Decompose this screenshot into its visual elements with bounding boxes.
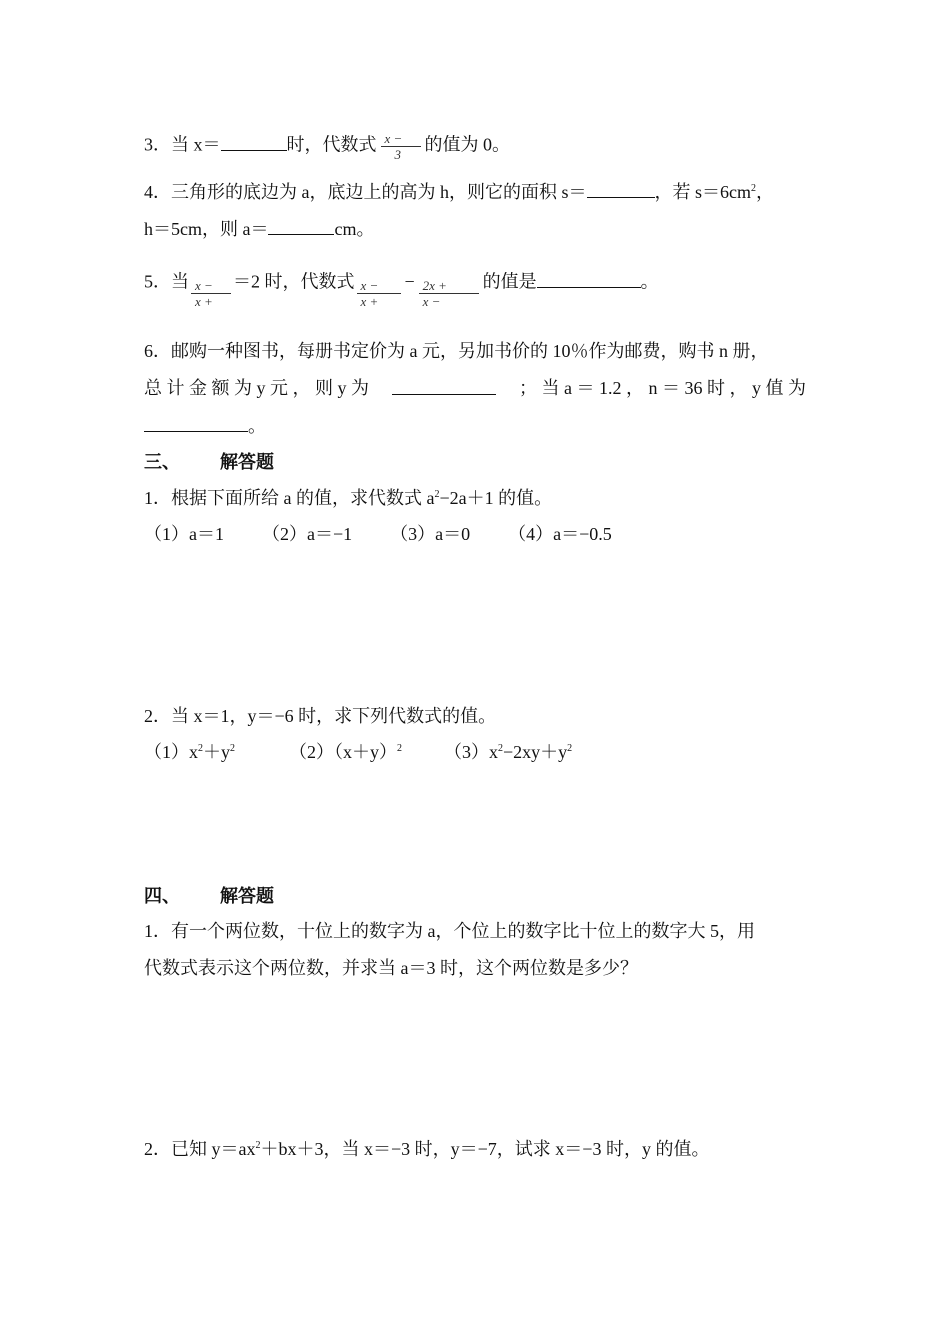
question-6-line-2: 总 计 金 额 为 y 元 ， 则 y 为 ； 当 a ＝ 1.2 ， n ＝ 36 时 ， y 值 为 bbox=[144, 378, 806, 398]
fraction: $\frac{2x +}{x -}$ bbox=[419, 278, 479, 309]
answer-blank[interactable] bbox=[144, 415, 248, 432]
section-4-question-1-line-2: 代数式表示这个两位数，并求当 a＝3 时，这个两位数是多少？ bbox=[144, 958, 638, 978]
answer-blank[interactable] bbox=[587, 181, 655, 198]
question-4-line-2: h＝5cm，则 a＝ cm。 bbox=[144, 219, 375, 239]
section-3-heading: 三、 解答题 bbox=[144, 452, 274, 472]
fraction: $\frac{x -}{x +}$ bbox=[357, 278, 401, 309]
fraction: $\frac{x -}{3}$ bbox=[381, 131, 421, 162]
answer-blank[interactable] bbox=[537, 271, 641, 288]
question-3: 3．当 x＝ 时，代数式 $\frac{x -}{3}$ 的值为 0。 bbox=[144, 131, 510, 162]
question-5: 5．当 $\frac{x -}{x +}$ ＝2 时，代数式 $\frac{x -}{x +}$ − $\frac{2x +}{x -}$ 的值是 。 bbox=[144, 271, 659, 309]
section-4-heading: 四、 解答题 bbox=[144, 886, 274, 906]
answer-blank[interactable] bbox=[221, 134, 287, 151]
section-4-question-2: 2．已知 $y=ax^2+bx+3$，当 x＝−3 时，y＝−7，试求 x＝−3 时，y 的值。 bbox=[144, 1139, 710, 1159]
answer-blank[interactable] bbox=[392, 378, 496, 395]
section-3-question-1: 1．根据下面所给 a 的值，求代数式 $a^2-2a+1$ 的值。 bbox=[144, 488, 553, 508]
section-4-question-1-line-1: 1．有一个两位数，十位上的数字为 a，个位上的数字比十位上的数字大 5，用 bbox=[144, 921, 755, 941]
section-3-question-2: 2．当 x＝1，y＝−6 时，求下列代数式的值。 bbox=[144, 706, 497, 726]
fraction: $\frac{x -}{x +}$ bbox=[191, 278, 231, 309]
question-4-line-1: 4．三角形的底边为 a，底边上的高为 h，则它的面积 s＝ ，若 $s=6cm^2$， bbox=[144, 182, 774, 202]
answer-blank[interactable] bbox=[268, 218, 334, 235]
question-6-line-1: 6．邮购一种图书，每册书定价为 a 元，另加书价的 10％作为邮费，购书 n 册， bbox=[144, 341, 769, 361]
section-3-question-2-parts: $(1)x^2+y^2$ $(2)(x+y)^2$ $(3)x^2-2xy+y^2$ bbox=[144, 742, 573, 762]
question-6-line-3: 。 bbox=[144, 415, 266, 436]
section-3-question-1-parts: （1）a＝1 （2）a＝−1 （3）a＝0 （4）a＝−0.5 bbox=[144, 524, 612, 544]
